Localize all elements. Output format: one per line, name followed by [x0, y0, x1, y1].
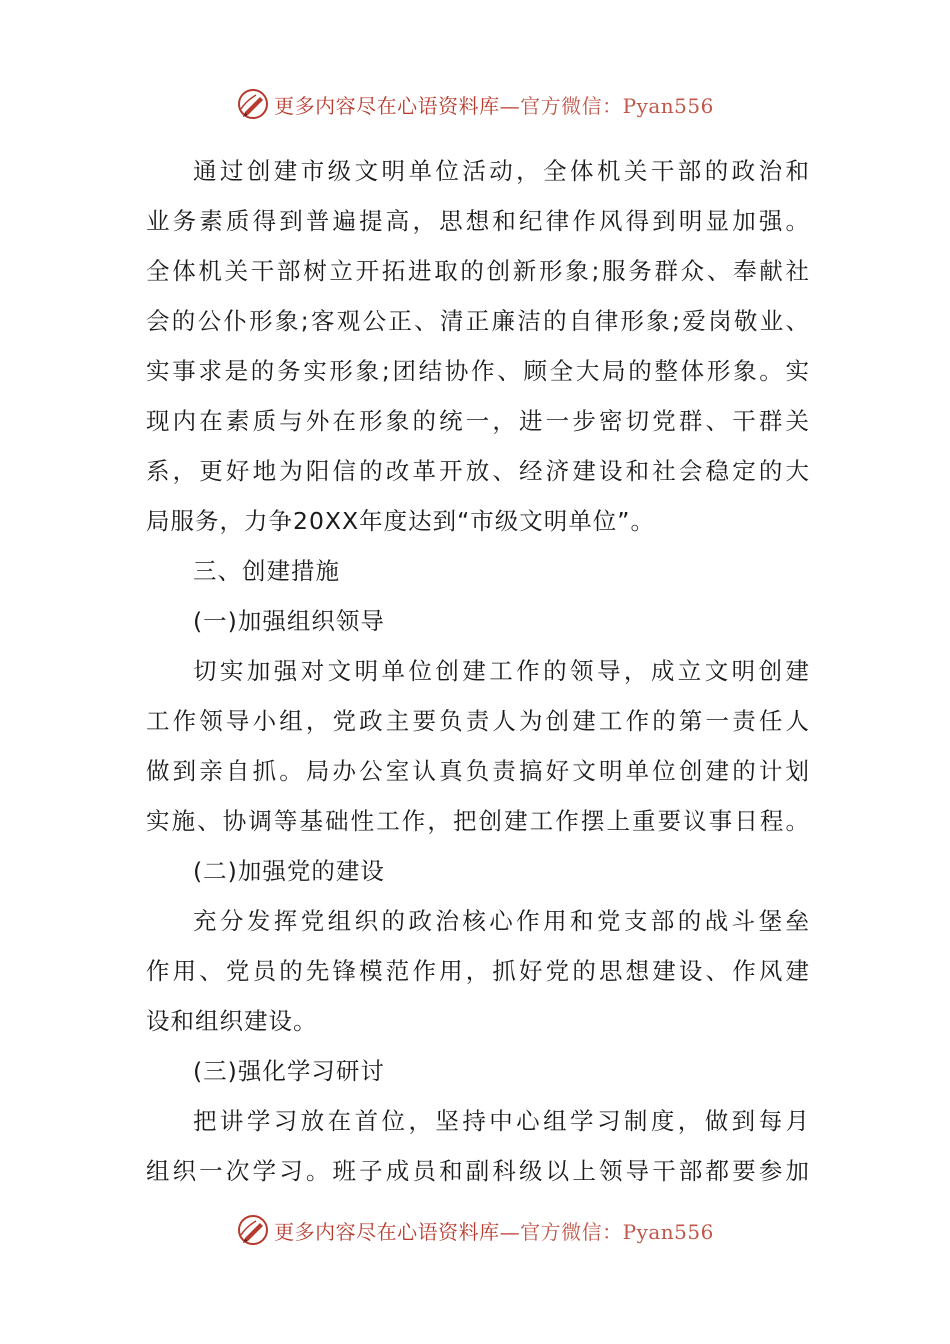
document-body	[146, 146, 810, 1196]
watermark-text: 更多内容尽在心语资料库—官方微信：Pyan556	[274, 1219, 714, 1244]
pen-logo-icon	[236, 87, 270, 121]
text-line: 现内在素质与外在形象的统一，进一步密切党群、干群关	[146, 407, 810, 435]
text-line: 业务素质得到普遍提高，思想和纪律作风得到明显加强。	[146, 207, 810, 235]
text-line: 系，更好地为阳信的改革开放、经济建设和社会稳定的大	[146, 457, 810, 485]
pen-logo-icon	[236, 1213, 270, 1247]
text-line: 把讲学习放在首位，坚持中心组学习制度，做到每月	[193, 1107, 810, 1135]
text-line: 组织一次学习。班子成员和副科级以上领导干部都要参加	[146, 1157, 810, 1185]
text-line: 作用、党员的先锋模范作用，抓好党的思想建设、作风建	[146, 957, 810, 985]
footer-watermark	[0, 1210, 950, 1250]
text-line: 做到亲自抓。局办公室认真负责搞好文明单位创建的计划	[146, 757, 810, 785]
header-watermark	[0, 84, 950, 124]
text-line: 通过创建市级文明单位活动，全体机关干部的政治和	[193, 157, 810, 185]
text-line: 全体机关干部树立开拓进取的创新形象;服务群众、奉献社	[146, 257, 810, 285]
text-line: 局服务，力争20XX年度达到“市级文明单位”。	[146, 507, 655, 535]
watermark-text: 更多内容尽在心语资料库—官方微信：Pyan556	[274, 93, 714, 118]
text-line: 切实加强对文明单位创建工作的领导，成立文明创建	[193, 657, 810, 685]
text-line: 工作领导小组，党政主要负责人为创建工作的第一责任人	[146, 707, 810, 735]
text-line: 实施、协调等基础性工作，把创建工作摆上重要议事日程。	[146, 807, 810, 835]
text-line: 会的公仆形象;客观公正、清正廉洁的自律形象;爱岗敬业、	[146, 307, 810, 335]
subsection-heading: (一)加强组织领导	[193, 607, 385, 635]
text-line: 设和组织建设。	[146, 1007, 318, 1035]
subsection-heading: (二)加强党的建设	[193, 857, 385, 885]
subsection-heading: (三)强化学习研讨	[193, 1057, 385, 1085]
text-line: 实事求是的务实形象;团结协作、顾全大局的整体形象。实	[146, 357, 810, 385]
text-line: 充分发挥党组织的政治核心作用和党支部的战斗堡垒	[193, 907, 810, 935]
section-heading: 三、创建措施	[193, 557, 340, 585]
